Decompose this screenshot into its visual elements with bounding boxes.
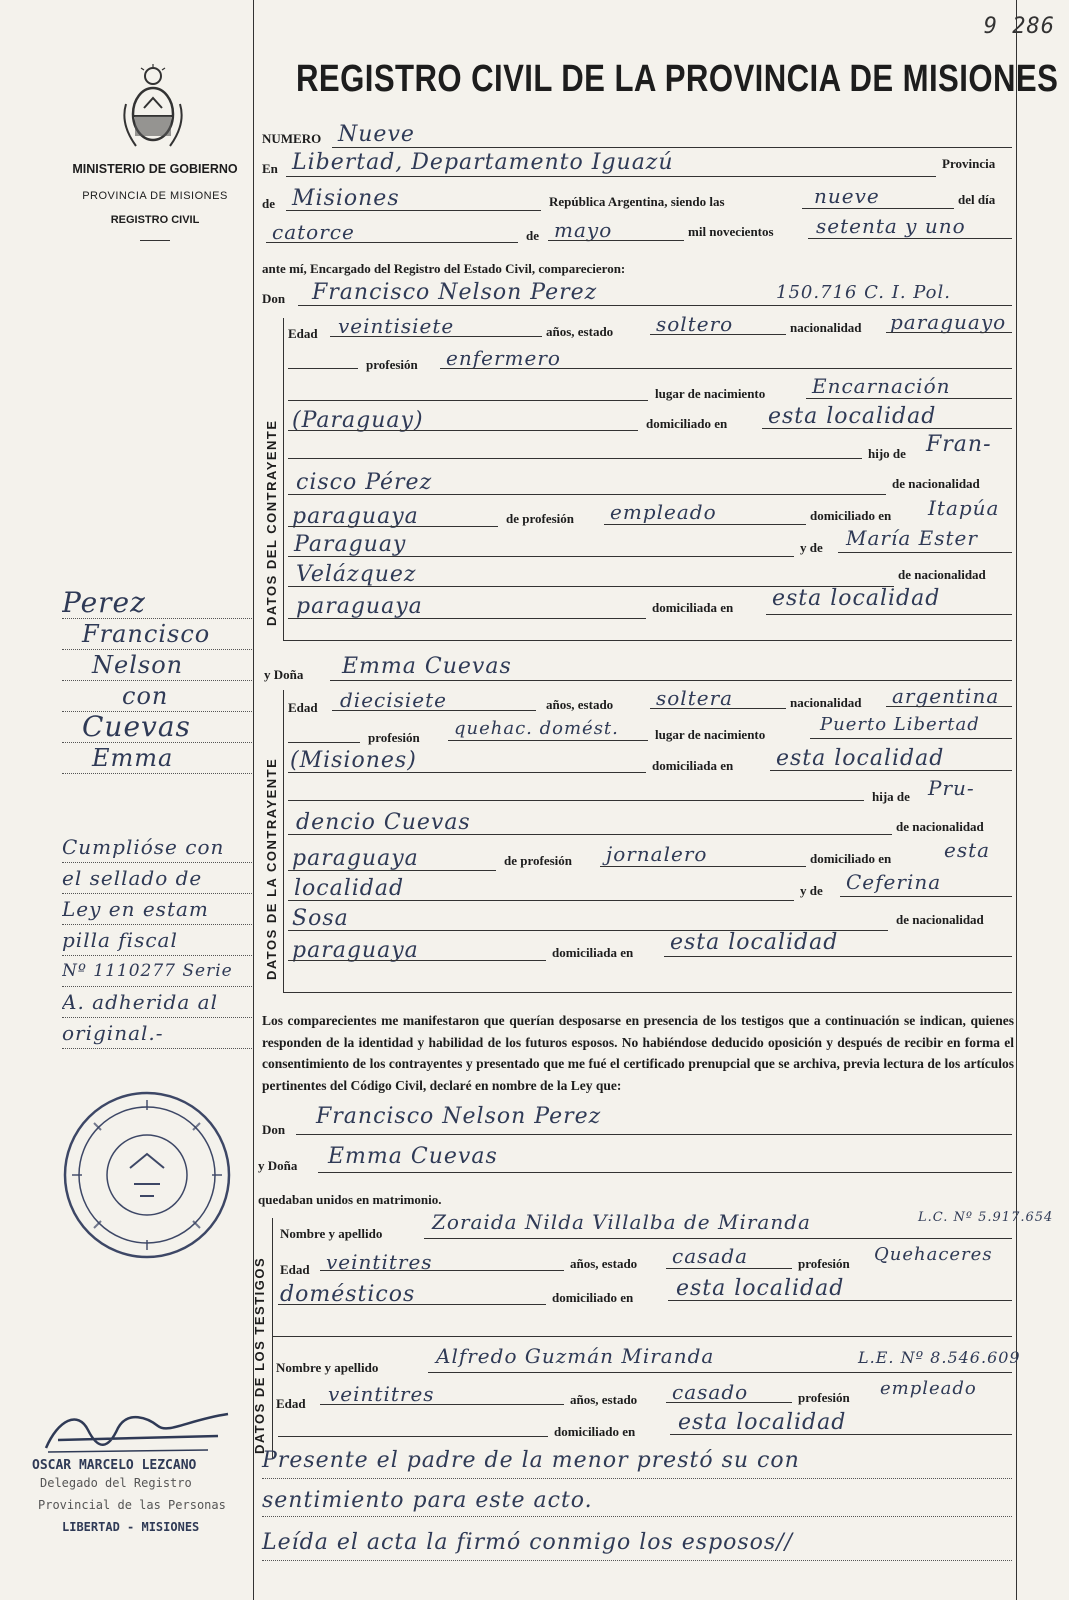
section-end-line [272,1336,1012,1337]
label-profesion: profesión [366,357,418,372]
field-line [806,398,1012,399]
groom-father-1: Fran- [926,432,992,457]
field-line [288,742,360,743]
margin-names-2: Emma [62,743,254,774]
registrar-office: Provincial de las Personas [38,1498,226,1512]
field-line [424,1238,1012,1239]
value-numero: Nueve [338,122,415,147]
label-de-profesion: de profesión [506,511,575,526]
field-line [886,332,1012,333]
label-de-profesion: de profesión [504,853,573,868]
bride-father-prof: jornalero [606,842,708,866]
witness-1-edad: veintitres [326,1250,433,1274]
field-line [428,1372,1012,1373]
label-en: En [262,161,278,176]
field-line [288,870,496,871]
field-line [810,738,1012,739]
registrar-title: Delegado del Registro [40,1476,192,1490]
field-line [288,900,794,901]
field-line [288,430,638,431]
label-edad: Edad [280,1262,310,1277]
registrar-signature [38,1400,238,1458]
ministry-province: PROVINCIA DE MISIONES [82,190,228,202]
label-anos-estado: años, estado [546,324,614,339]
label-de-nacionalidad: de nacionalidad [896,819,984,834]
label-nombre-apellido: Nombre y apellido [276,1360,379,1375]
label-hijo-de: hijo de [868,446,906,461]
bride-mother-dom: esta localidad [670,930,839,955]
field-line [288,526,498,527]
section-border [283,318,284,640]
field-line [604,524,806,525]
stamp-note-line: A. adherida al [62,987,254,1018]
witness-1-doc: L.C. Nº 5.917.654 [918,1210,1054,1225]
label-edad: Edad [288,700,318,715]
field-line [288,556,794,557]
witness-2-name: Alfredo Guzmán Miranda [436,1344,715,1368]
stamp-note-line: Cumplióse con [62,832,254,863]
groom-father-dom-2: Paraguay [294,532,407,557]
ministry-registry: REGISTRO CIVIL [110,214,200,226]
declared-don: Francisco Nelson Perez [316,1104,602,1129]
margin-note-seal [62,832,254,1049]
field-line [802,208,954,209]
field-line [318,1172,1012,1173]
margin-surname-1: Perez [62,588,254,619]
label-domiciliado-en-father: domiciliado en [810,508,892,523]
stamp-note-line: Ley en estam [62,894,254,925]
groom-father-nac: paraguaya [292,504,419,529]
section-label-witnesses: DATOS DE LOS TESTIGOS [252,1256,267,1454]
field-line [666,1268,792,1269]
label-profesion: profesión [798,1390,850,1405]
label-republica: República Argentina, siendo las [549,194,725,209]
bride-father-dom-1: esta [944,838,991,862]
field-line [440,368,1012,369]
label-domiciliada-en: domiciliada en [552,945,634,960]
field-line [286,176,936,177]
field-line [320,1270,564,1271]
label-domiciliado-en: domiciliado en [646,416,728,431]
label-de-nacionalidad-mother: de nacionalidad [898,567,986,582]
label-don: Don [262,291,286,306]
label-nacionalidad: nacionalidad [790,695,862,710]
label-domiciliado-en: domiciliado en [552,1290,634,1305]
witness-1-domicilio: esta localidad [676,1276,845,1301]
field-line [288,400,648,401]
value-lugar: Libertad, Departamento Iguazú [292,150,674,175]
stamp-note-line: Nº 1110277 Serie [62,956,254,987]
label-nacionalidad: nacionalidad [790,320,862,335]
document-title: REGISTRO CIVIL DE LA PROVINCIA DE MISIONES [296,58,1059,100]
groom-mother-2: Velázquez [296,562,417,587]
groom-lugar-nacimiento-2: (Paraguay) [292,408,424,433]
label-numero: NUMERO [262,131,322,146]
label-edad: Edad [288,326,318,341]
label-ante-mi: ante mí, Encargado del Registro del Estado Civil, comparecieron: [262,261,626,276]
value-dia: catorce [272,220,355,244]
statement-paragraph: Los comparecientes me manifestaron que querían desposarse en presencia de los testigos que a continuación se indican, quienes responden de la identidad y habilidad de los futuros esposos. No habiéndose deducido oposición y después de recibir en forma el consentimiento de los contrayentes y presentado que me fué el certificado prenupcial que se archiva, previa lectura de los artículos pertinentes del Código Civil, declaré en nombre de la Ley que: [262,1013,1014,1093]
official-seal-stamp [60,1088,235,1263]
stamp-note-line: original.- [62,1018,254,1049]
label-profesion: profesión [798,1256,850,1271]
groom-nacionalidad: paraguayo [890,310,1007,334]
field-line [266,242,518,243]
closing-line-1: Presente el padre de la menor prestó su con [262,1448,800,1473]
bride-lugar-nacimiento: Puerto Libertad [820,714,980,735]
field-line [548,240,684,241]
bride-father-2: dencio Cuevas [296,810,471,835]
witness-2-doc: L.E. Nº 8.546.609 [858,1348,1021,1367]
witness-2-estado: casado [672,1380,749,1404]
groom-edad: veintisiete [338,314,455,338]
bride-estado: soltera [656,686,734,710]
witness-1-profesion: Quehaceres [874,1244,993,1265]
field-line [288,834,892,835]
label-domiciliada-en: domiciliada en [652,758,734,773]
field-line [600,866,806,867]
field-line [650,334,786,335]
section-end-line [283,992,1012,993]
bride-mother-2: Sosa [292,906,349,931]
bride-father-nac: paraguaya [292,846,419,871]
bride-edad: diecisiete [340,688,448,712]
margin-names-1: Francisco [62,619,254,650]
field-line [330,336,542,337]
bride-nacionalidad: argentina [892,684,1000,708]
field-line [288,368,358,369]
field-line [298,305,1012,306]
field-line [288,458,862,459]
field-line [320,1404,564,1405]
value-anio: setenta y uno [816,214,966,238]
field-line [886,706,1012,707]
label-y-dona: y Doña [264,667,304,682]
field-line [838,552,1012,553]
witness-2-domicilio: esta localidad [678,1410,847,1435]
coat-of-arms-icon [118,64,188,152]
field-line [288,772,646,773]
groom-profesion: enfermero [446,346,561,370]
section-label-groom: DATOS DEL CONTRAYENTE [264,419,279,626]
stamp-note-line: el sellado de [62,863,254,894]
field-line [262,1560,1012,1561]
closing-line-3: Leída el acta la firmó conmigo los esposos// [262,1530,794,1555]
bride-mother-1: Ceferina [846,870,942,894]
label-quedaban: quedaban unidos en matrimonio. [258,1192,442,1207]
field-line [288,618,646,619]
field-line [288,960,546,961]
field-line [296,1134,1012,1135]
witness-2-profesion: empleado [880,1378,977,1399]
margin-names-1b: Nelson [62,650,254,681]
bride-mother-nac: paraguaya [292,938,419,963]
label-lugar-nacimiento: lugar de nacimiento [655,386,766,401]
bride-profesion: quehac. domést. [454,718,619,739]
groom-father-prof: empleado [610,500,717,524]
label-y-de: y de [800,540,823,555]
field-line [664,956,1012,957]
label-domiciliado-en: domiciliado en [554,1424,636,1439]
value-hora: nueve [814,184,880,208]
divider [140,240,170,241]
label-del-dia: del día [958,192,996,207]
field-line [808,238,1012,239]
section-border [272,1218,273,1458]
witness-1-estado: casada [672,1244,749,1268]
field-line [288,494,886,495]
label-de-nacionalidad: de nacionalidad [892,476,980,491]
value-mes: mayo [554,218,613,242]
field-line [278,1304,546,1305]
declared-dona: Emma Cuevas [328,1144,498,1169]
groom-lugar-nacimiento: Encarnación [812,374,951,398]
label-profesion: profesión [368,730,420,745]
label-y-dona: y Doña [258,1158,298,1173]
groom-mother-nac: paraguaya [296,594,423,619]
field-line [448,740,648,741]
section-end-line [283,640,1012,641]
field-line [766,614,1012,615]
section-label-bride: DATOS DE LA CONTRAYENTE [264,757,279,980]
label-lugar-nacimiento: lugar de nacimiento [655,727,766,742]
label-hija-de: hija de [872,789,910,804]
registrar-name: OSCAR MARCELO LEZCANO [32,1458,197,1473]
label-anos-estado: años, estado [546,697,614,712]
label-de-mes: de [526,228,539,243]
witness-2-edad: veintitres [328,1382,435,1406]
field-line [840,896,1012,897]
stamp-note-line: pilla fiscal [62,925,254,956]
bride-domicilio: esta localidad [776,746,945,771]
bride-father-1: Pru- [928,776,975,800]
margin-con: con [62,681,254,712]
bride-lugar-nacimiento-2: (Misiones) [290,748,417,773]
label-anos-estado: años, estado [570,1256,638,1271]
groom-mother-1: María Ester [846,526,978,550]
field-line [332,147,1012,148]
groom-domicilio: esta localidad [768,404,937,429]
bride-name: Emma Cuevas [342,654,512,679]
section-border [283,690,284,992]
label-domiciliado-en: domiciliado en [810,851,892,866]
ministry-name: MINISTERIO DE GOBIERNO [72,162,238,176]
label-anos-estado: años, estado [570,1392,638,1407]
label-y-de: y de [800,883,823,898]
value-provincia: Misiones [292,186,400,211]
field-line [262,1478,1012,1479]
witness-1-name: Zoraida Nilda Villalba de Miranda [432,1210,811,1234]
field-line [262,1516,1012,1517]
closing-line-2: sentimiento para este acto. [262,1488,593,1513]
groom-mother-dom: esta localidad [772,586,941,611]
label-mil-novecientos: mil novecientos [688,224,774,239]
label-edad: Edad [276,1396,306,1411]
label-domiciliada-en: domiciliada en [652,600,734,615]
field-line [668,1300,1012,1301]
margin-note-names [62,588,254,774]
field-line [666,1402,792,1403]
margin-surname-2: Cuevas [62,712,254,743]
groom-estado: soltero [656,312,734,336]
field-line [330,680,1012,681]
field-line [650,708,786,709]
bride-father-dom-2: localidad [294,876,405,901]
field-line [332,710,536,711]
field-line [670,1434,1012,1435]
label-de: de [262,196,275,211]
field-line [278,1436,548,1437]
field-line [286,210,541,211]
registrar-place: LIBERTAD - MISIONES [62,1520,200,1534]
groom-father-2: cisco Pérez [296,470,433,495]
groom-document: 150.716 C. I. Pol. [776,282,951,303]
field-line [770,770,1012,771]
page-number: 9 286 [983,14,1055,39]
groom-father-dom-1: Itapúa [928,496,1000,520]
label-don: Don [262,1122,286,1137]
witness-1-profesion-2: domésticos [280,1282,416,1307]
field-line [288,800,864,801]
label-nombre-apellido: Nombre y apellido [280,1226,383,1241]
label-de-nacionalidad-mother: de nacionalidad [896,912,984,927]
field-line [762,428,1012,429]
label-provincia: Provincia [942,156,996,171]
groom-name: Francisco Nelson Perez [312,280,598,305]
